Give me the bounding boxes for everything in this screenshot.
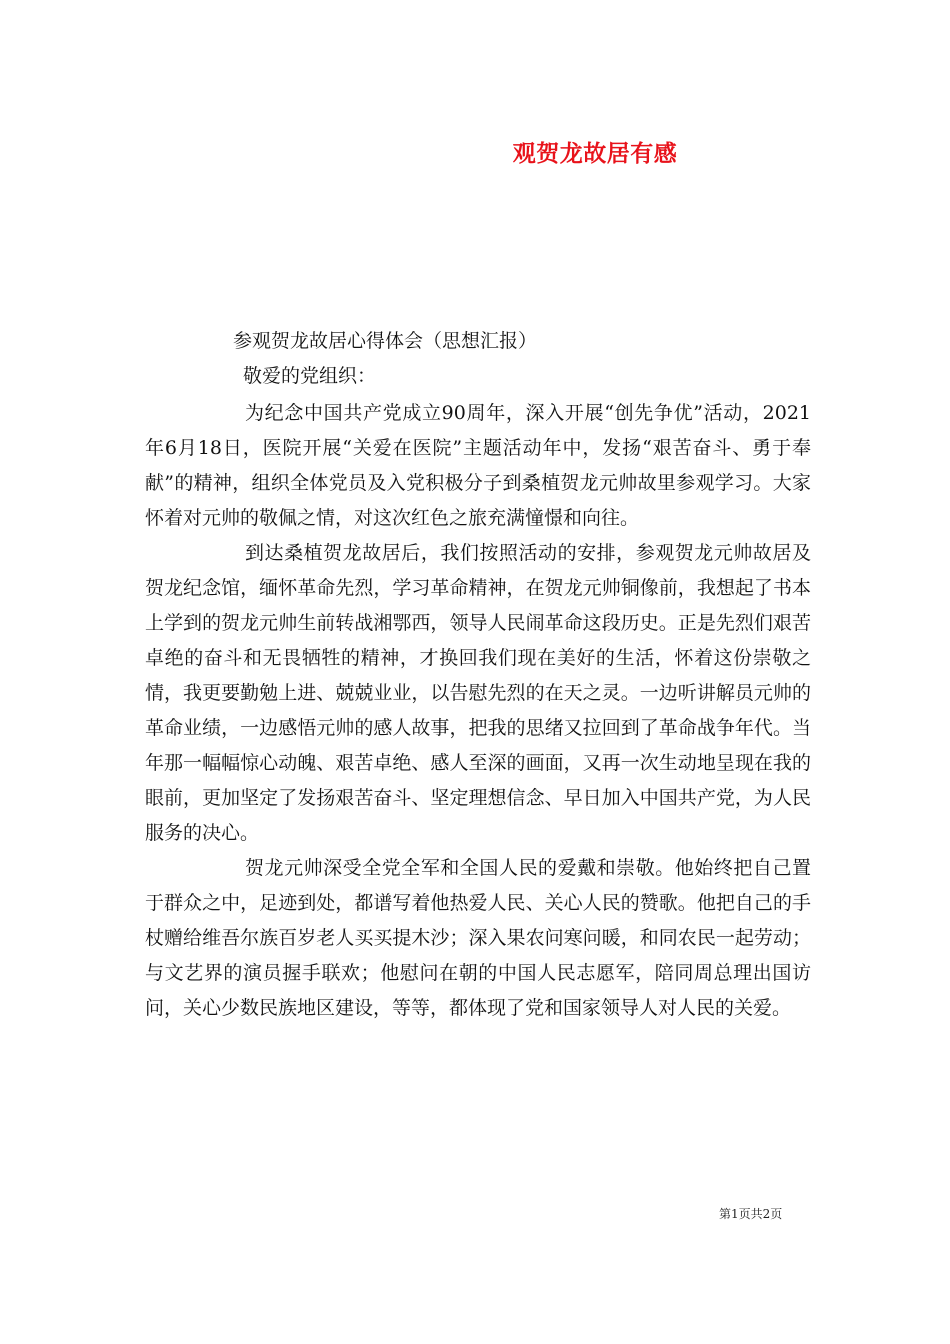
document-subtitle: 参观贺龙故居心得体会（思想汇报） xyxy=(233,330,538,352)
paragraph-2: 到达桑植贺龙故居后，我们按照活动的安排，参观贺龙元帅故居及贺龙纪念馆，缅怀革命先烈，学习革命精神，在贺龙元帅铜像前，我想起了书本上学到的贺龙元帅生前转战湘鄂西，领导人民闹革命这段历史。正是先烈们艰苦卓绝的奋斗和无畏牺牲的精神，才换回我们现在美好的生活，怀着这份崇敬之情，我更要勤勉上进、兢兢业业，以告慰先烈的在天之灵。一边听讲解员元帅的革命业绩，一边感悟元帅的感人故事，把我的思绪又拉回到了革命战争年代。当年那一幅幅惊心动魄、艰苦卓绝、感人至深的画面，又再一次生动地呈现在我的眼前，更加坚定了发扬艰苦奋斗、坚定理想信念、早日加入中国共产党，为人民服务的决心。 xyxy=(145,542,811,844)
paragraph-1: 为纪念中国共产党成立90周年，深入开展“创先争优”活动，2021年6月18日，医院开展“关爱在医院”主题活动年中，发扬“艰苦奋斗、勇于奉献”的精神，组织全体党员及入党积极分子到桑植贺龙元帅故里参观学习。大家怀着对元帅的敬佩之情，对这次红色之旅充满憧憬和向往。 xyxy=(145,402,811,529)
page-title: 观贺龙故居有感 xyxy=(512,140,678,167)
paragraph-3: 贺龙元帅深受全党全军和全国人民的爱戴和崇敬。他始终把自己置于群众之中，足迹到处，都谱写着他热爱人民、关心人民的赞歌。他把自己的手杖赠给维吾尔族百岁老人买买提木沙；深入果农问寒问暖，和同农民一起劳动；与文艺界的演员握手联欢；他慰问在朝的中国人民志愿军，陪同周总理出国访问，关心少数民族地区建设，等等，都体现了党和国家领导人对人民的关爱。 xyxy=(145,857,811,1019)
body-text xyxy=(145,396,811,1026)
page-number-footer: 第1页共2页 xyxy=(719,1207,783,1221)
salutation: 敬爱的党组织： xyxy=(243,365,377,387)
